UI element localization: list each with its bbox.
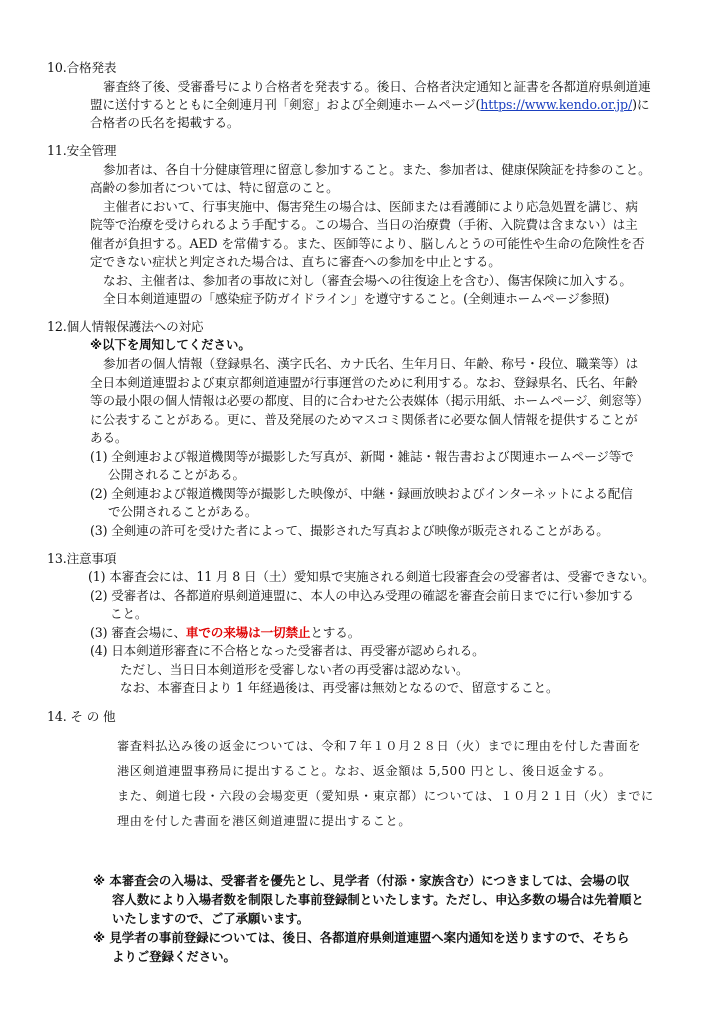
note-2-line-1: ※ 見学者の事前登録については、後日、各都道府県剣道連盟へ案内通知を送りますので、そちら — [93, 930, 630, 945]
s10-line-2-text: 盟に送付するとともに全剣連月刊「剣窓」および全剣連ホームページ( — [90, 97, 481, 112]
s12-item-1: (1) 全剣連および報道機関等が撮影した写真が、新聞・雑誌・報告書および関連ホームページ等で — [90, 449, 634, 464]
s10-line-3: 合格者の氏名を掲載する。 — [90, 115, 240, 130]
s12-item-2: (2) 全剣連および報道機関等が撮影した映像が、中継・録画放映およびインターネットによる配信 — [90, 486, 633, 501]
section-14-title: 14. そ の 他 — [47, 709, 116, 724]
s13-item-4-line-2: ただし、当日日本剣道形を受審しない者の再受審は認めない。 — [120, 662, 469, 677]
s10-line-2 — [90, 97, 649, 113]
s12-notice: ※以下を周知してください。 — [90, 337, 251, 352]
s13-item-4: (4) 日本剣道形審査に不合格となった受審者は、再受審が認められる。 — [90, 643, 485, 658]
note-1-line-1: ※ 本審査会の入場は、受審者を優先とし、見学者（付添・家族含む）につきましては、会場の収 — [93, 873, 630, 888]
s11-line-8: 全日本剣道連盟の「感染症予防ガイドライン」を遵守すること。(全剣連ホームページ参照) — [103, 291, 610, 306]
s12-line-3: 等の最小限の個人情報は必要の都度、目的に合わせた公表媒体（掲示用紙、ホームページ、剣窓等） — [90, 393, 649, 408]
s11-line-5: 催者が負担する。AED を常備する。また、医師等により、脳しんとうの可能性や生命の危険性を否 — [90, 236, 645, 251]
section-13-title: 13.注意事項 — [47, 551, 117, 566]
note-2-line-2: よりご登録ください。 — [112, 949, 236, 964]
s13-item-3 — [90, 625, 360, 641]
s14-line-1: 審査料払込み後の返金については、令和７年１０月２８日（火）までに理由を付した書面を — [117, 739, 642, 753]
s10-line-2-end: )に — [632, 97, 650, 112]
s12-item-2-cont: で公開されることがある。 — [108, 504, 258, 519]
s11-line-6: 定できない症状と判定された場合は、直ちに審査への参加を中止とする。 — [90, 254, 501, 269]
s14-line-3: また、剣道七段・六段の会場変更（愛知県・東京都）については、１０月２１日（火）までに — [117, 789, 654, 803]
s11-line-3: 主催者において、行事実施中、傷害発生の場合は、医師または看護師により応急処置を講じ、病 — [103, 199, 638, 214]
kendo-website-link[interactable]: https://www.kendo.or.jp/ — [480, 97, 633, 112]
s12-line-4: に公表することがある。更に、普及発展のためマスコミ関係者に必要な個人情報を提供することが — [90, 412, 638, 427]
s14-line-4: 理由を付した書面を港区剣道連盟に提出すること。 — [117, 814, 412, 828]
s13-item-1: (1) 本審査会には、11 月 8 日（土）愛知県で実施される剣道七段審査会の受審者は、受審できない。 — [88, 569, 655, 584]
s10-line-1: 審査終了後、受審番号により合格者を発表する。後日、合格者決定通知と証書を各都道府県剣道連 — [103, 79, 651, 94]
s14-line-2: 港区剣道連盟事務局に提出すること。なお、返金額は 5,500 円とし、後日返金する。 — [117, 764, 612, 778]
s12-item-1-cont: 公開されることがある。 — [108, 467, 245, 482]
s11-line-1: 参加者は、各自十分健康管理に留意し参加すること。また、参加者は、健康保険証を持参のこと。 — [103, 162, 651, 177]
section-10-title: 10.合格発表 — [47, 60, 117, 75]
s13-item-2-cont: こと。 — [110, 606, 148, 621]
s13-item-2: (2) 受審者は、各都道府県剣道連盟に、本人の申込み受理の確認を審査会前日までに行い参加する — [90, 588, 634, 603]
s12-line-2: 全日本剣道連盟および東京都剣道連盟が行事運営のために利用する。なお、登録県名、氏名、年齢 — [90, 375, 638, 390]
s11-line-7: なお、主催者は、参加者の事故に対し（審査会場への往復途上を含む）、傷害保険に加入する。 — [103, 273, 632, 288]
no-car-warning: 車での来場は一切禁止 — [185, 625, 311, 640]
s12-line-5: ある。 — [90, 430, 128, 445]
s11-line-4: 院等で治療を受けられるよう手配する。この場合、当日の治療費（手術、入院費は含まない）は主 — [90, 217, 638, 232]
s12-item-3: (3) 全剣連の許可を受けた者によって、撮影された写真および映像が販売されることがある。 — [90, 523, 609, 538]
s13-item-4-line-3: なお、本審査日より 1 年経過後は、再受審は無効となるので、留意すること。 — [120, 680, 559, 695]
s12-line-1: 参加者の個人情報（登録県名、漢字氏名、カナ氏名、生年月日、年齢、称号・段位、職業等）は — [103, 356, 639, 371]
note-1-line-2: 容人数により入場者数を制限した事前登録制といたします。ただし、申込多数の場合は先着順と — [112, 892, 644, 907]
section-12-title: 12.個人情報保護法への対応 — [47, 319, 204, 334]
note-1-line-3: いたしますので、ご了承願います。 — [112, 911, 310, 926]
s11-line-2: 高齢の参加者については、特に留意のこと。 — [90, 180, 339, 195]
s13-item-3-text: (3) 審査会場に、 — [90, 625, 186, 640]
section-11-title: 11.安全管理 — [47, 143, 117, 158]
s13-item-3-end: とする。 — [310, 625, 361, 640]
